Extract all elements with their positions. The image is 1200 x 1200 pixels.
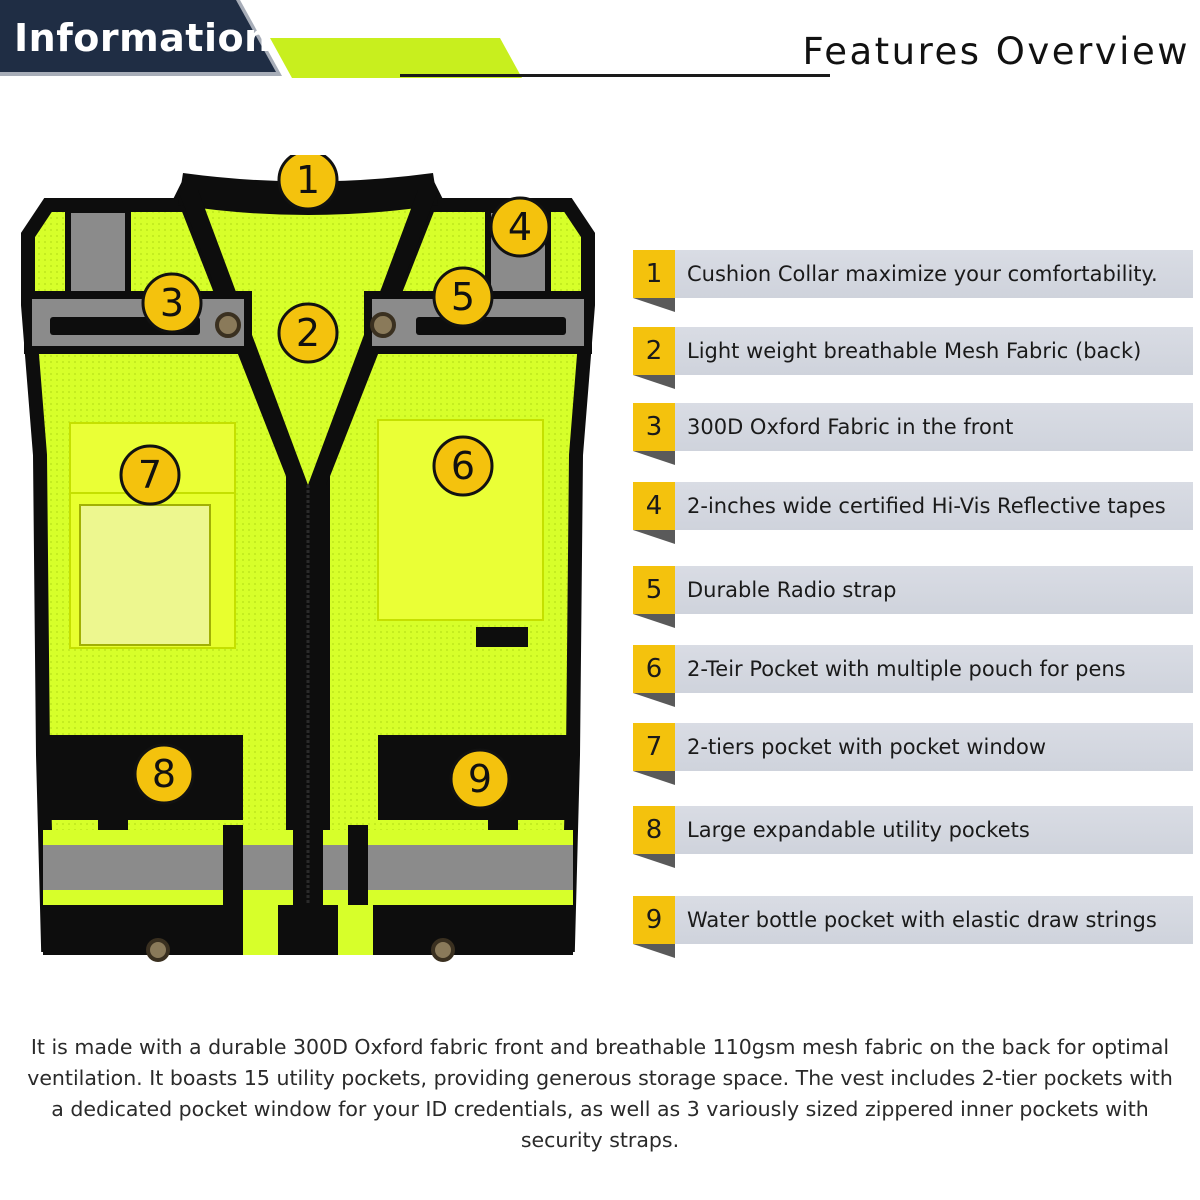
vest-badge-6: [434, 437, 492, 495]
vest-badge-5: [434, 268, 492, 326]
vest-badge-3: [143, 274, 201, 332]
vest-grommet: [148, 940, 168, 960]
feature-number: 7: [633, 723, 675, 771]
feature-fold: [633, 614, 675, 628]
feature-text: Cushion Collar maximize your comfortability.: [675, 250, 1193, 298]
feature-fold: [633, 693, 675, 707]
feature-number: 3: [633, 403, 675, 451]
feature-text: 2-inches wide certified Hi-Vis Reflective tapes: [675, 482, 1193, 530]
product-description: It is made with a durable 300D Oxford fabric front and breathable 110gsm mesh fabric on the back for optimal ventilation. It boasts 15 utility pockets, providing generous storage space. The vest includes 2-tier pockets with a dedicated pocket window for your ID credentials, as well as 3 variously sized zippered inner pockets with security straps.: [27, 1035, 1173, 1152]
feature-number: 9: [633, 896, 675, 944]
header-title: Information: [14, 16, 272, 60]
vest-radio-strap-right: [416, 317, 566, 335]
feature-number: 8: [633, 806, 675, 854]
feature-number: 1: [633, 250, 675, 298]
feature-number: 2: [633, 327, 675, 375]
safety-vest-illustration: [18, 155, 598, 975]
svg-text:6: 6: [450, 444, 476, 488]
feature-fold: [633, 298, 675, 312]
vest-badge-9: [451, 750, 509, 808]
vest-grommet: [217, 314, 239, 336]
feature-fold: [633, 451, 675, 465]
feature-item-5: [633, 566, 1193, 622]
svg-text:7: 7: [137, 453, 163, 497]
features-overview-title: Features Overview: [802, 30, 1190, 73]
feature-item-3: [633, 403, 1193, 459]
vest-pen-loop: [476, 627, 528, 647]
feature-item-9: [633, 896, 1193, 952]
svg-text:1: 1: [295, 158, 321, 202]
feature-text: Light weight breathable Mesh Fabric (back): [675, 327, 1193, 375]
vest-badge-8: [135, 745, 193, 803]
vest-shoulder-tape-left: [68, 210, 128, 295]
feature-fold: [633, 530, 675, 544]
feature-fold: [633, 944, 675, 958]
feature-fold: [633, 854, 675, 868]
feature-number: 6: [633, 645, 675, 693]
feature-text: Large expandable utility pockets: [675, 806, 1193, 854]
feature-list: [633, 250, 1193, 970]
header-banner-lime-stripe: [270, 38, 522, 78]
svg-text:2: 2: [295, 311, 321, 355]
features-overview-underline: [400, 74, 830, 77]
feature-item-4: [633, 482, 1193, 538]
svg-text:5: 5: [450, 275, 476, 319]
feature-item-8: [633, 806, 1193, 862]
feature-item-7: [633, 723, 1193, 779]
vest-grommet: [433, 940, 453, 960]
svg-text:9: 9: [467, 757, 493, 801]
feature-number: 4: [633, 482, 675, 530]
vest-badge-1: [279, 155, 337, 209]
svg-text:4: 4: [507, 205, 533, 249]
feature-text: 2-Teir Pocket with multiple pouch for pens: [675, 645, 1193, 693]
feature-text: 2-tiers pocket with pocket window: [675, 723, 1193, 771]
feature-item-1: [633, 250, 1193, 306]
feature-fold: [633, 771, 675, 785]
vest-pocket-window: [80, 505, 210, 645]
vest-badge-2: [279, 304, 337, 362]
vest-grommet: [372, 314, 394, 336]
feature-item-2: [633, 327, 1193, 383]
feature-item-6: [633, 645, 1193, 701]
feature-number: 5: [633, 566, 675, 614]
vest-badge-7: [121, 446, 179, 504]
feature-text: Water bottle pocket with elastic draw strings: [675, 896, 1193, 944]
feature-text: Durable Radio strap: [675, 566, 1193, 614]
svg-text:3: 3: [159, 281, 185, 325]
svg-text:8: 8: [151, 752, 177, 796]
feature-fold: [633, 375, 675, 389]
feature-text: 300D Oxford Fabric in the front: [675, 403, 1193, 451]
vest-badge-4: [491, 198, 549, 256]
